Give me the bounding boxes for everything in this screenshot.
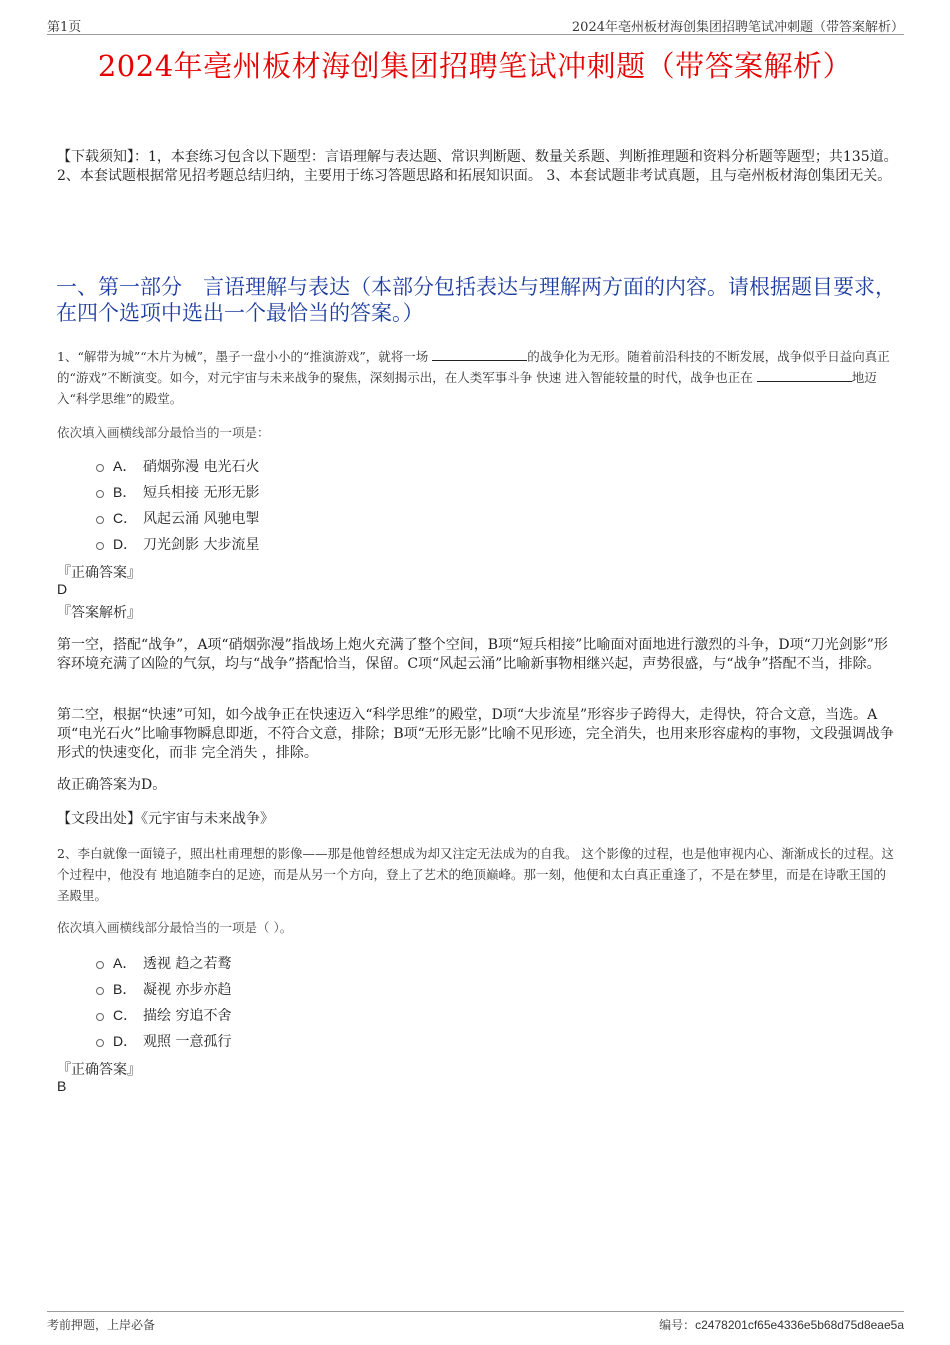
option-letter: D． xyxy=(113,1033,138,1049)
option-b[interactable] xyxy=(96,479,259,505)
option-text: 凝视 亦步亦趋 xyxy=(143,982,232,998)
footer-slogan: 考前押题，上岸必备 xyxy=(47,1318,156,1332)
radio-icon[interactable] xyxy=(96,542,104,550)
question-2-prompt: 依次填入画横线部分最恰当的一项是（ ）。 xyxy=(57,920,293,935)
option-letter: D． xyxy=(113,536,138,552)
option-text: 描绘 穷追不舍 xyxy=(143,1008,232,1024)
analysis-paragraph-2: 第二空，根据“快速”可知，如今战争正在快速迈入“科学思维”的殿堂，D项“大步流星”形容步子跨得大，走得快，符合文意，当选。A项“电光石火”比喻事物瞬息即逝，不符合文意，排除；B项“无形无影”比喻不见形迹，完全消失，也用来形容虚构的事物，文段强调战争形式的快速变化，而非 完全消失 ，排除。 xyxy=(57,707,894,761)
radio-icon[interactable] xyxy=(96,464,104,472)
option-text: 观照 一意孤行 xyxy=(143,1034,232,1050)
option-text: 风起云涌 风驰电掣 xyxy=(143,511,260,527)
footer-code-label: 编号： xyxy=(659,1318,696,1332)
option-d[interactable] xyxy=(96,531,259,557)
radio-icon[interactable] xyxy=(96,961,104,969)
question-1-text-part-c: 地迈入“科学思维”的殿堂。 xyxy=(57,370,877,406)
option-a[interactable] xyxy=(96,950,231,976)
option-text: 短兵相接 无形无影 xyxy=(143,485,260,501)
analysis-conclusion: 故正确答案为D。 xyxy=(57,777,167,793)
option-d[interactable] xyxy=(96,1028,231,1054)
answer-label: 『正确答案』 xyxy=(57,1062,141,1078)
option-b[interactable] xyxy=(96,976,231,1002)
page-header xyxy=(47,14,904,35)
radio-icon[interactable] xyxy=(96,490,104,498)
radio-icon[interactable] xyxy=(96,1039,104,1047)
download-notice: 【下载须知】：1，本套练习包含以下题型：言语理解与表达题、常识判断题、数量关系题、判断推理题和资料分析题等题型；共135道。 2、本套试题根据常见招考题总结归纳，主要用于练习答题思路和拓展知识面。 3、本套试题非考试真题，且与亳州板材海创集团无关。 xyxy=(57,149,898,184)
footer-code xyxy=(659,1316,904,1333)
option-letter: A． xyxy=(113,458,137,474)
option-c[interactable] xyxy=(96,1002,231,1028)
question-1-text-part-b: 的战争化为无形。随着前沿科技的不断发展，战争似乎日益向真正的“游戏”不断演变。如今，对元宇宙与未来战争的聚焦，深刻揭示出，在人类军事斗争 快速 进入智能较量的时代，战争也正在 xyxy=(57,349,890,385)
answer-label: 『正确答案』 xyxy=(57,565,141,581)
correct-answer: B xyxy=(57,1078,67,1094)
page-footer xyxy=(47,1311,904,1334)
source-line: 【文段出处】《元宇宙与未来战争》 xyxy=(57,811,274,827)
option-letter: C． xyxy=(113,1007,138,1023)
analysis-paragraph-1: 第一空，搭配“战争”，A项“硝烟弥漫”指战场上炮火充满了整个空间，B项“短兵相接”比喻面对面地进行激烈的斗争，D项“刀光剑影”形容环境充满了凶险的气氛，均与“战争”搭配恰当，保留。C项“风起云涌”比喻新事物相继兴起，声势很盛，与“战争”搭配不当，排除。 xyxy=(57,637,888,672)
question-1-text xyxy=(57,346,897,409)
section-title: 一、第一部分 言语理解与表达（本部分包括表达与理解两方面的内容。请根据题目要求，在四个选项中选出一个最恰当的答案。） xyxy=(56,275,896,325)
option-text: 透视 趋之若鹜 xyxy=(143,956,232,972)
document-title: 2024年亳州板材海创集团招聘笔试冲刺题（带答案解析） xyxy=(97,49,853,83)
fill-blank-2 xyxy=(757,367,852,382)
analysis-label: 『答案解析』 xyxy=(57,605,141,621)
footer-code-value: c2478201cf65e4336e5b68d75d8eae5a xyxy=(695,1318,904,1332)
radio-icon[interactable] xyxy=(96,1013,104,1021)
question-2-options xyxy=(96,950,231,1054)
question-1-text-part-a: 1、“解带为城”“木片为械”，墨子一盘小小的“推演游戏”，就将一场 xyxy=(57,349,429,364)
page-number: 第1页 xyxy=(47,20,82,35)
option-text: 刀光剑影 大步流星 xyxy=(143,537,260,553)
option-a[interactable] xyxy=(96,453,259,479)
option-letter: B． xyxy=(113,981,137,997)
question-1-options xyxy=(96,453,259,557)
option-letter: A． xyxy=(113,955,137,971)
option-text: 硝烟弥漫 电光石火 xyxy=(143,459,260,475)
header-doc-title: 2024年亳州板材海创集团招聘笔试冲刺题（带答案解析） xyxy=(571,20,904,35)
question-1-prompt: 依次填入画横线部分最恰当的一项是： xyxy=(57,425,270,440)
fill-blank-1 xyxy=(432,346,527,361)
option-letter: B． xyxy=(113,484,137,500)
option-c[interactable] xyxy=(96,505,259,531)
radio-icon[interactable] xyxy=(96,516,104,524)
correct-answer: D xyxy=(57,581,68,597)
radio-icon[interactable] xyxy=(96,987,104,995)
question-2-text: 2、李白就像一面镜子，照出杜甫理想的影像——那是他曾经想成为却又注定无法成为的自我。 这个影像的过程，也是他审视内心、渐渐成长的过程。这个过程中，他没有 地追随李白的足迹，而是从另一个方向，登上了艺术的绝顶巅峰。那一刻，他便和太白真正重逢了，不是在梦里，而是在诗歌王国的圣殿里。 xyxy=(57,846,894,903)
option-letter: C． xyxy=(113,510,138,526)
